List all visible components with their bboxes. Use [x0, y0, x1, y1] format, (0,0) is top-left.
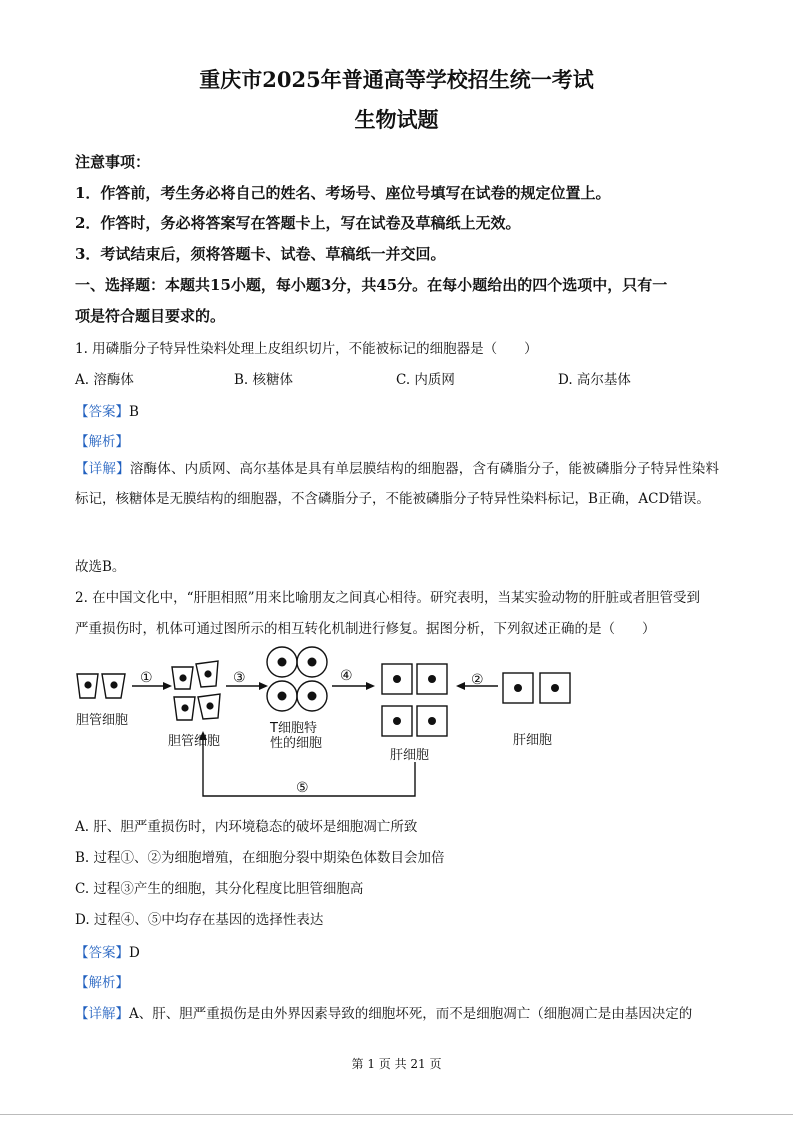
label-bile-duct-cell-2: 胆管细胞 [168, 734, 221, 749]
q2-analysis-tag: 【解析】 [75, 975, 129, 991]
notice-item-1: 1．作答前，考生务必将自己的姓名、考场号、座位号填写在试卷的规定位置上。 [75, 184, 611, 202]
notice-item-2: 2．作答时，务必将答案写在答题卡上，写在试卷及草稿纸上无效。 [75, 214, 521, 232]
page-number: 第 1 页 共 21 页 [351, 1057, 442, 1071]
q1-option-d: D. 高尔基体 [558, 372, 631, 388]
answer-tag: 【答案】 [75, 404, 129, 420]
q1-option-c: C. 内质网 [396, 372, 455, 388]
step-2-label: ② [471, 672, 484, 688]
step-4-label: ④ [340, 668, 353, 684]
q2-detail [75, 1002, 692, 1022]
step-1-label: ① [140, 670, 153, 686]
q1-answer [75, 400, 139, 420]
answer-value: D [129, 945, 140, 961]
label-t-cell-line2: 性的细胞 [270, 736, 323, 751]
step-3-label: ③ [233, 670, 246, 686]
detail-text: A、肝、胆严重损伤是由外界因素导致的细胞坏死，而不是细胞凋亡（细胞凋亡是由基因决定的 [129, 1006, 693, 1022]
q1-detail [75, 454, 719, 514]
q2-option-b: B. 过程①、②为细胞增殖，在细胞分裂中期染色体数目会加倍 [75, 850, 445, 866]
subject-title: 生物试题 [354, 107, 439, 132]
q2-option-a: A. 肝、胆严重损伤时，内环境稳态的破坏是细胞凋亡所致 [75, 819, 418, 835]
label-t-cell-line1: T细胞特 [270, 721, 317, 736]
q1-stem: 1. 用磷脂分子特异性染料处理上皮组织切片，不能被标记的细胞器是（ ） [75, 341, 538, 357]
detail-text: 溶酶体、内质网、高尔基体是具有单层膜结构的细胞器，含有磷脂分子，能被磷脂分子特异性染料标记，核糖体是无膜结构的细胞器，不含磷脂分子，不能被磷脂分子特异性染料标记，B正确，ACD错误。 [75, 461, 720, 507]
detail-tag: 【详解】 [75, 461, 130, 477]
label-bile-duct-cell: 胆管细胞 [76, 713, 129, 728]
q2-stem-line2: 严重损伤时，机体可通过图所示的相互转化机制进行修复。据图分析，下列叙述正确的是（ ） [75, 621, 656, 637]
notice-item-3: 3．考试结束后，须将答题卡、试卷、草稿纸一并交回。 [75, 245, 446, 263]
q1-option-b: B. 核糖体 [234, 372, 294, 388]
section-heading-line2: 项是符合题目要求的。 [75, 307, 226, 325]
q2-option-c: C. 过程③产生的细胞，其分化程度比胆管细胞高 [75, 881, 364, 897]
step-5-label: ⑤ [296, 780, 309, 796]
answer-value: B [129, 404, 139, 420]
q1-analysis-tag: 【解析】 [75, 434, 129, 450]
cell-conversion-diagram [70, 640, 590, 805]
detail-tag: 【详解】 [75, 1006, 129, 1022]
q2-option-d: D. 过程④、⑤中均存在基因的选择性表达 [75, 912, 324, 928]
notice-heading: 注意事项： [75, 153, 151, 171]
exam-title: 重庆市2025年普通高等学校招生统一考试 [199, 67, 594, 92]
answer-tag: 【答案】 [75, 945, 129, 961]
label-liver-cell-right: 肝细胞 [513, 733, 553, 748]
q2-stem-line1: 2. 在中国文化中，“肝胆相照”用来比喻朋友之间真心相待。研究表明，当某实验动物的肝脏或者胆管受到 [75, 590, 700, 606]
q2-answer [75, 941, 140, 961]
page-bottom-divider [0, 1114, 793, 1115]
section-heading-line1: 一、选择题：本题共15小题，每小题3分，共45分。在每小题给出的四个选项中，只有一 [75, 276, 668, 294]
q1-conclusion: 故选B。 [75, 559, 126, 575]
label-liver-cell: 肝细胞 [390, 748, 430, 763]
q1-option-a: A. 溶酶体 [75, 372, 134, 388]
